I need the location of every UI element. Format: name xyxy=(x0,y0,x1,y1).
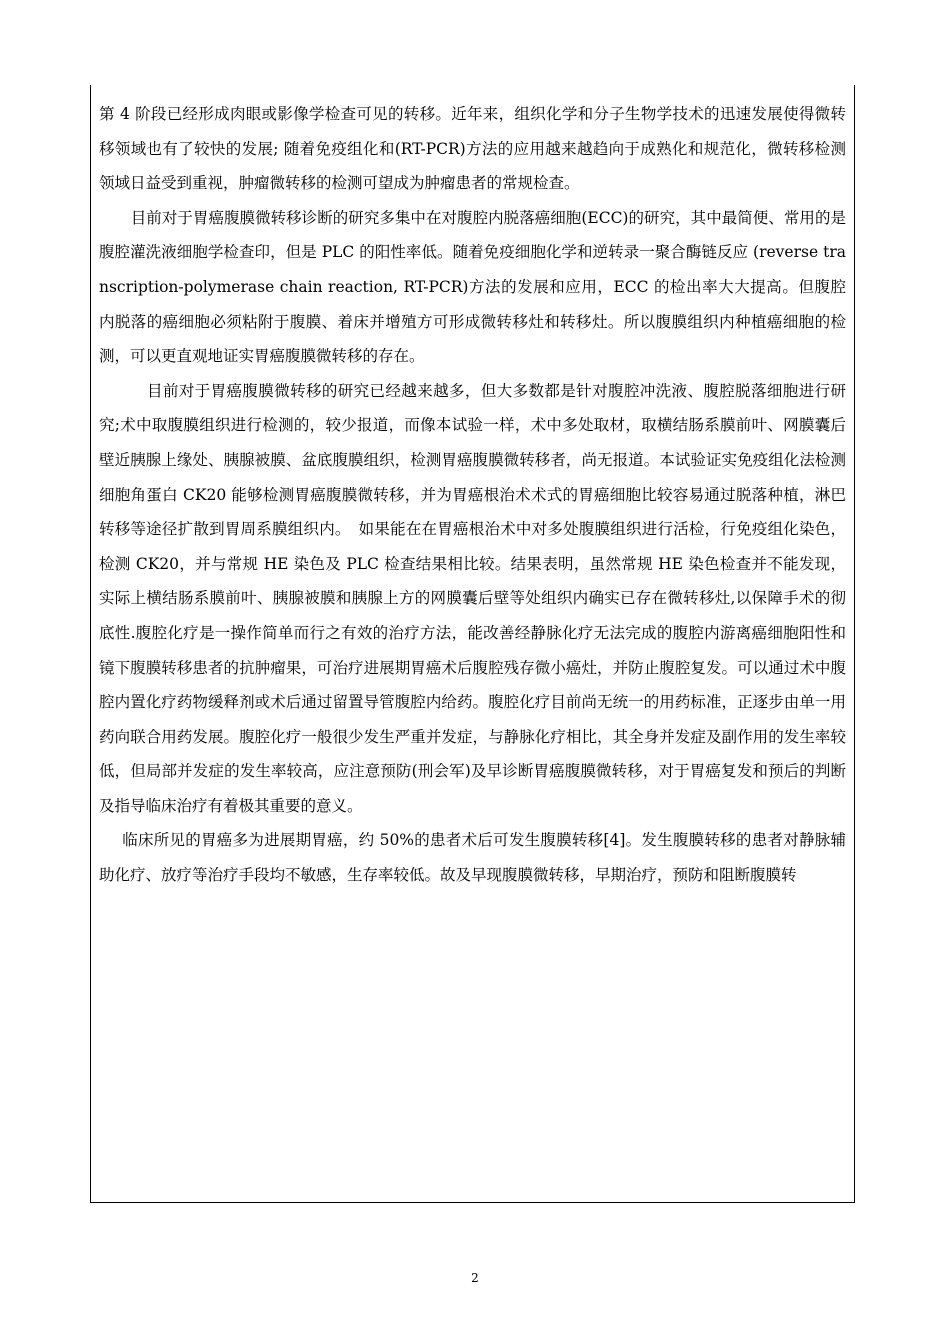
paragraph-4: 临床所见的胃癌多为进展期胃癌，约 50%的患者术后可发生腹膜转移[4]。发生腹膜转移的患者对静脉辅助化疗、放疗等治疗手段均不敏感，生存率较低。故及早现腹膜微转移，早期治疗，预防和阻断腹膜转 xyxy=(99,831,846,885)
page-frame xyxy=(90,85,855,1203)
document-body xyxy=(99,97,846,893)
paragraph-2: 目前对于胃癌腹膜微转移诊断的研究多集中在对腹腔内脱落癌细胞(ECC)的研究，其中最简便、常用的是腹腔灌洗液细胞学检查印，但是 PLC 的阳性率低。随着免疫细胞化学和逆转录一聚合酶链反应 (reverse transcription-polymerase chain reaction, RT-PCR)方法的发展和应用，ECC 的检出率大大提高。但腹腔内脱落的癌细胞必须粘附于腹膜、着床并增殖方可形成微转移灶和转移灶。所以腹膜组织内种植癌细胞的检测，可以更直观地证实胃癌腹膜微转移的存在。 xyxy=(99,208,846,366)
page-number: 2 xyxy=(471,1271,479,1285)
paragraph-3: 目前对于胃癌腹膜微转移的研究已经越来越多，但大多数都是针对腹腔冲洗液、腹腔脱落细胞进行研究;术中取腹膜组织进行检测的，较少报道，而像本试验一样，术中多处取材，取横结肠系膜前叶、网膜囊后壁近胰腺上缘处、胰腺被膜、盆底腹膜组织，检测胃癌腹膜微转移者，尚无报道。本试验证实免疫组化法检测细胞角蛋白 CK20 能够检测胃癌腹膜微转移，并为胃癌根治术术式的胃癌细胞比较容易通过脱落种植，淋巴转移等途径扩散到胃周系膜组织内。 如果能在在胃癌根治术中对多处腹膜组织进行活检，行免疫组化染色，检测 CK20，并与常规 HE 染色及 PLC 检查结果相比较。结果表明，虽然常规 HE 染色检查并不能发现，实际上横结肠系膜前叶、胰腺被膜和胰腺上方的网膜囊后壁等处组织内确实已存在微转移灶,以保障手术的彻底性.腹腔化疗是一操作简单而行之有效的治疗方法，能改善经静脉化疗无法完成的腹腔内游离癌细胞阳性和镜下腹膜转移患者的抗肿瘤果，可治疗进展期胃癌术后腹腔残存微小癌灶，并防止腹腔复发。可以通过术中腹腔内置化疗药物缓释剂或术后通过留置导管腹腔内给药。腹腔化疗目前尚无统一的用药标准，正逐步由单一用药向联合用药发展。腹腔化疗一般很少发生严重并发症，与静脉化疗相比，其全身并发症及副作用的发生率较低，但局部并发症的发生率较高，应注意预防(刑会军)及早诊断胃癌腹膜微转移，对于胃癌复发和预后的判断及指导临床治疗有着极其重要的意义。 xyxy=(99,381,846,815)
paragraph-1: 第 4 阶段已经形成肉眼或影像学检查可见的转移。近年来，组织化学和分子生物学技术的迅速发展使得微转移领域也有了较快的发展; 随着免疫组化和(RT-PCR)方法的应用越来越趋向于成熟化和规范化，微转移检测领域日益受到重视，肿瘤微转移的检测可望成为肿瘤患者的常规检查。 xyxy=(99,105,846,193)
